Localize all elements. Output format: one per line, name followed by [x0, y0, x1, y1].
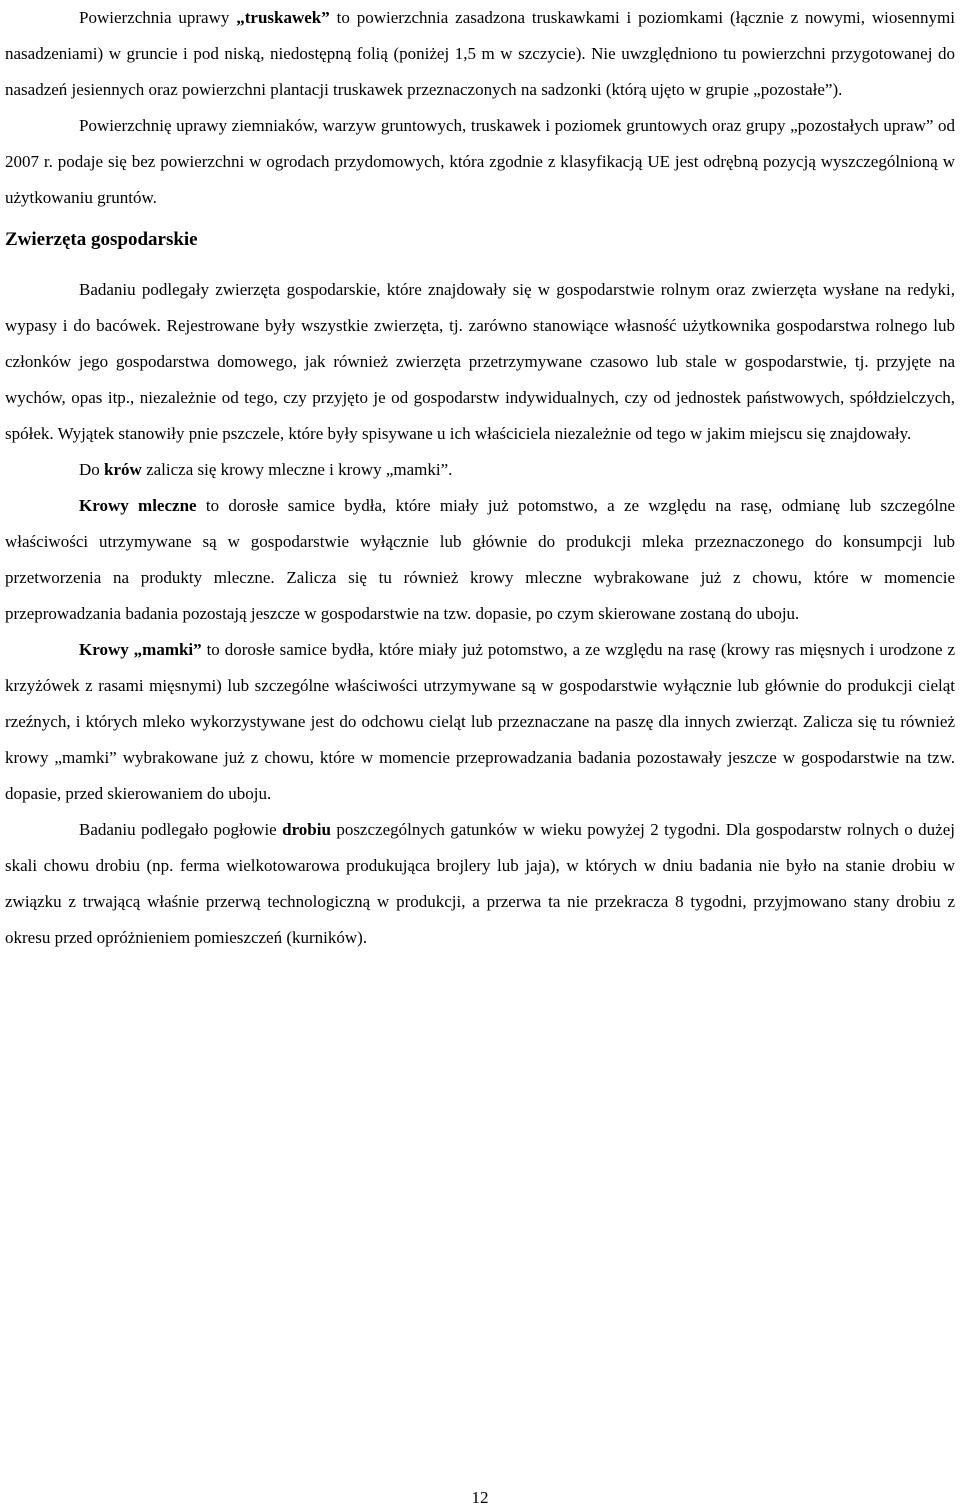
text-run: zalicza się krowy mleczne i krowy „mamki”. [141, 460, 453, 479]
text-run: Powierzchnia uprawy [79, 8, 237, 27]
text-run: to dorosłe samice bydła, które miały już potomstwo, a ze względu na rasę (krowy ras mięsnych i urodzone z krzyżówek z rasami mięsnymi) lub szczególne właściwości utrzymywane są w gospodarstwie wyłącznie lub głównie do produkcji cieląt rzeźnych, i których mleko wykorzystywane jest do odchowu cieląt lub przeznaczane na paszę dla innych zwierząt. Zalicza się tu również krowy „mamki” wybrakowane już z chowu, które w momencie przeprowadzania badania pozostawały jeszcze w gospodarstwie na tzw. dopasie, przed skierowaniem do uboju. [5, 640, 955, 803]
section-heading-livestock: Zwierzęta gospodarskie [5, 229, 198, 250]
text-run: Do [79, 460, 105, 479]
bold-term-poultry: drobiu [282, 820, 331, 839]
bold-term-strawberries: „truskawek” [236, 8, 330, 27]
page-number: 12 [471, 1488, 489, 1507]
bold-term-cows: krów [104, 460, 142, 479]
text-run: Badaniu podlegało pogłowie [79, 820, 283, 839]
bold-term-dairy-cows: Krowy mleczne [79, 496, 197, 515]
paragraph-home-gardens [5, 108, 955, 216]
text-run: poszczególnych gatunków w wieku powyżej 2 tygodni. Dla gospodarstw rolnych o dużej skali chowu drobiu (np. ferma wielkotowarowa produkująca brojlery lub jaja), w których w dniu badania nie było na stanie drobiu w związku z trwającą właśnie przerwą technologiczną w produkcji, a przerwa ta nie przekracza 8 tygodni, przyjmowano stany drobiu z okresu przed opróżnieniem pomieszczeń (kurników). [5, 820, 955, 947]
paragraph-dairy-cows [5, 488, 955, 632]
text-run: to powierzchnia zasadzona truskawkami i poziomkami (łącznie z nowymi, wiosennymi nasadzeniami) w gruncie i pod niską, niedostępną folią (poniżej 1,5 m w szczycie). Nie uwzględniono tu powierzchni przygotowanej do nasadzeń jesiennych oraz powierzchni plantacji truskawek przeznaczonych na sadzonki (którą ujęto w grupie „pozostałe”). [5, 8, 955, 99]
paragraph-strawberries [5, 0, 955, 108]
text-run: Badaniu podlegały zwierzęta gospodarskie, które znajdowały się w gospodarstwie rolnym oraz zwierzęta wysłane na redyki, wypasy i do bacówek. Rejestrowane były wszystkie zwierzęta, tj. zarówno stanowiące własność użytkownika gospodarstwa rolnego lub członków jego gospodarstwa domowego, jak również zwierzęta przetrzymywane czasowo lub stale w gospodarstwie, tj. przyjęte na wychów, opas itp., niezależnie od tego, czy przyjęto je od gospodarstw indywidualnych, czy od jednostek państwowych, spółdzielczych, spółek. Wyjątek stanowiły pnie pszczele, które były spisywane u ich właściciela niezależnie od tego w jakim miejscu się znajdowały. [5, 280, 955, 443]
bold-term-suckler-cows: Krowy „mamki” [79, 640, 202, 659]
paragraph-suckler-cows [5, 632, 955, 812]
paragraph-poultry [5, 812, 955, 956]
text-run: Powierzchnię uprawy ziemniaków, warzyw gruntowych, truskawek i poziomek gruntowych oraz grupy „pozostałych upraw” od 2007 r. podaje się bez powierzchni w ogrodach przydomowych, która zgodnie z klasyfikacją UE jest odrębną pozycją wyszczególnioną w użytkowaniu gruntów. [5, 116, 955, 207]
text-run: to dorosłe samice bydła, które miały już potomstwo, a ze względu na rasę, odmianę lub szczególne właściwości utrzymywane są w gospodarstwie wyłącznie lub głównie do produkcji mleka przeznaczonego do konsumpcji lub przetworzenia na produkty mleczne. Zalicza się tu również krowy mleczne wybrakowane już z chowu, które w momencie przeprowadzania badania pozostają jeszcze w gospodarstwie na tzw. dopasie, po czym skierowane zostaną do uboju. [5, 496, 955, 623]
document-page [5, 0, 955, 956]
paragraph-cows-definition [5, 452, 955, 488]
paragraph-livestock-scope [5, 272, 955, 452]
